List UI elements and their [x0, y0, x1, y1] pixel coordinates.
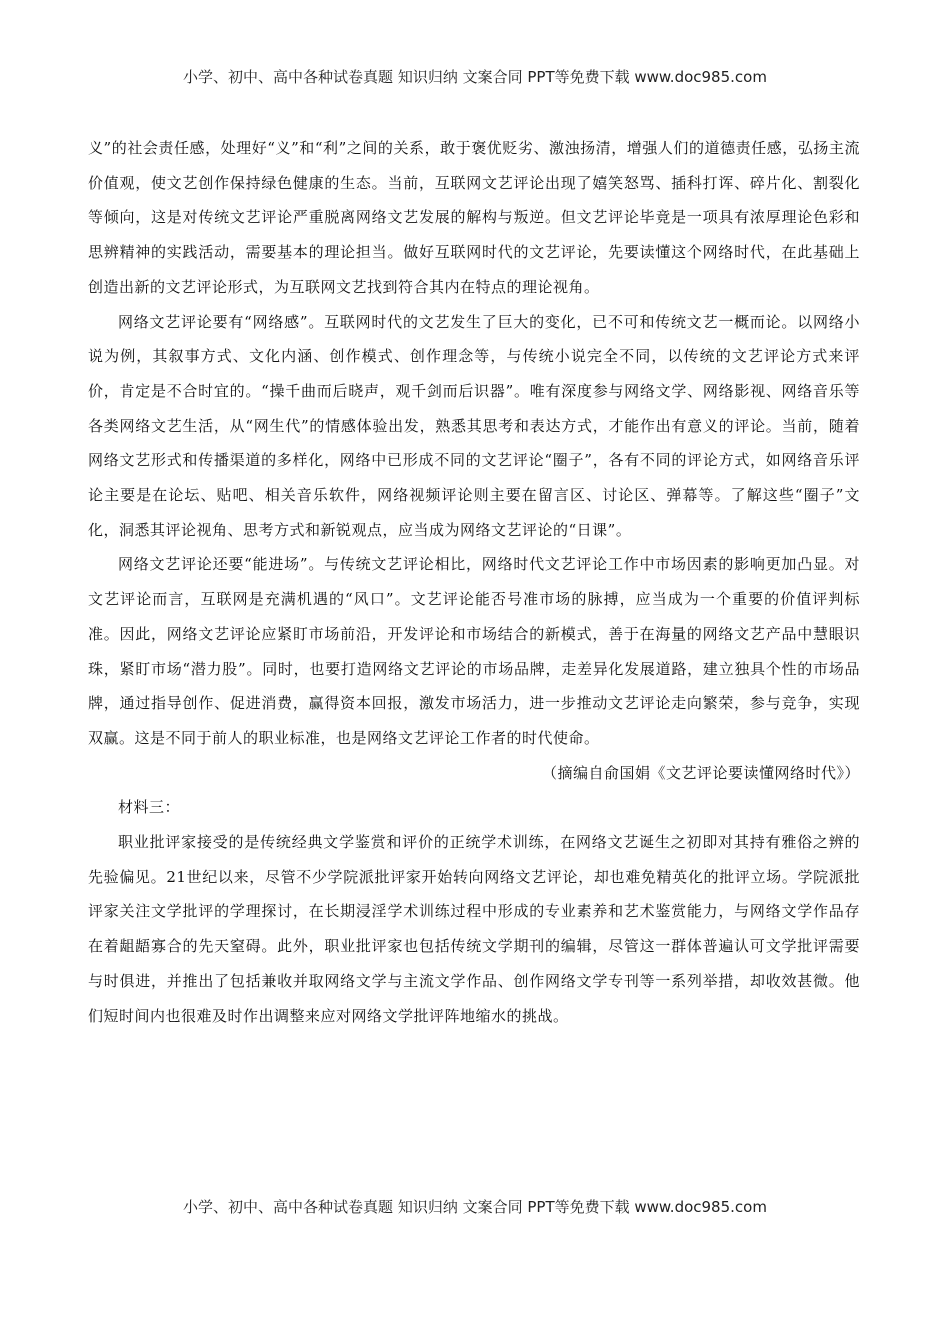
material-heading: 材料三： — [118, 798, 181, 817]
header-banner: 小学、初中、高中各种试卷真题 知识归纳 文案合同 PPT等免费下载 www.doc985.com — [183, 68, 767, 86]
footer-banner: 小学、初中、高中各种试卷真题 知识归纳 文案合同 PPT等免费下载 www.doc985.com — [183, 1198, 767, 1216]
paragraph-continued: 义”的社会责任感，处理好“义”和“利”之间的关系，敢于褒优贬劣、激浊扬清，增强人们的道德责任感，弘扬主流价值观，使文艺创作保持绿色健康的生态。当前，互联网文艺评论出现了嬉笑怒骂、插科打诨、碎片化、割裂化等倾向，这是对传统文艺评论严重脱离网络文艺发展的解构与叛逆。但文艺评论毕竟是一项具有浓厚理论色彩和思辨精神的实践活动，需要基本的理论担当。做好互联网时代的文艺评论，先要读懂这个网络时代，在此基础上创造出新的文艺评论形式，为互联网文艺找到符合其内在特点的理论视角。 — [88, 139, 860, 296]
paragraph-network-sense: 网络文艺评论要有“网络感”。互联网时代的文艺发生了巨大的变化，已不可和传统文艺一概而论。以网络小说为例，其叙事方式、文化内涵、创作模式、创作理念等，与传统小说完全不同，以传统的文艺评论方式来评价，肯定是不合时宜的。“操千曲而后晓声，观千剑而后识器”。唯有深度参与网络文学、网络影视、网络音乐等各类网络文艺生活，从“网生代”的情感体验出发，熟悉其思考和表达方式，才能作出有意义的评论。当前，随着网络文艺形式和传播渠道的多样化，网络中已形成不同的文艺评论“圈子”，各有不同的评论方式，如网络音乐评论主要是在论坛、贴吧、相关音乐软件，网络视频评论则主要在留言区、讨论区、弹幕等。了解这些“圈子”文化，洞悉其评论视角、思考方式和新锐观点，应当成为网络文艺评论的“日课”。 — [88, 312, 860, 539]
paragraph-market-entry: 网络文艺评论还要“能进场”。与传统文艺评论相比，网络时代文艺评论工作中市场因素的影响更加凸显。对文艺评论而言，互联网是充满机遇的“风口”。文艺评论能否号准市场的脉搏，应当成为一个重要的价值评判标准。因此，网络文艺评论应紧盯市场前沿，开发评论和市场结合的新模式，善于在海量的网络文艺产品中慧眼识珠，紧盯市场“潜力股”。同时，也要打造网络文艺评论的市场品牌，走差异化发展道路，建立独具个性的市场品牌，通过指导创作、促进消费，赢得资本回报，激发市场活力，进一步推动文艺评论走向繁荣，参与竞争，实现双赢。这是不同于前人的职业标准，也是网络文艺评论工作者的时代使命。 — [88, 555, 860, 747]
document-body — [88, 131, 860, 1033]
source-citation: （摘编自俞国娟《文艺评论要读懂网络时代》） — [541, 763, 860, 782]
material-three-paragraph: 职业批评家接受的是传统经典文学鉴赏和评价的正统学术训练，在网络文艺诞生之初即对其持有雅俗之辨的先验偏见。21世纪以来，尽管不少学院派批评家开始转向网络文艺评论，却也难免精英化的批评立场。学院派批评家关注文学批评的学理探讨，在长期浸淫学术训练过程中形成的专业素养和艺术鉴赏能力，与网络文学作品存在着龃龉寡合的先天窒碍。此外，职业批评家也包括传统文学期刊的编辑，尽管这一群体普遍认可文学批评需要与时俱进，并推出了包括兼收并取网络文学与主流文学作品、创作网络文学专刊等一系列举措，却收效甚微。他们短时间内也很难及时作出调整来应对网络文学批评阵地缩水的挑战。 — [88, 833, 860, 1025]
